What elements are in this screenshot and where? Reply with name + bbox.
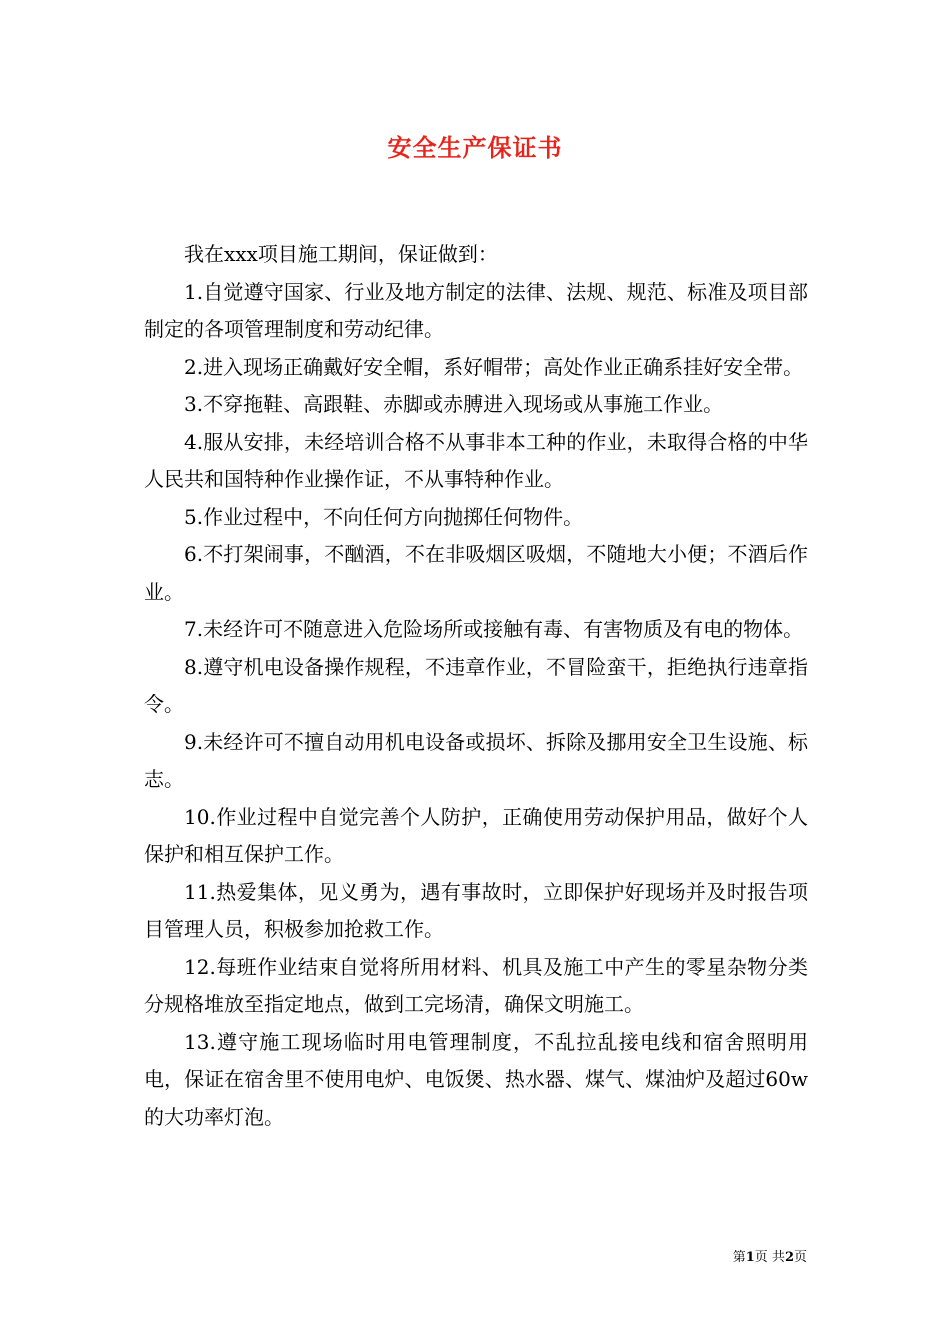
list-item: 13.遵守施工现场临时用电管理制度，不乱拉乱接电线和宿舍照明用电，保证在宿舍里不使用电炉、电饭煲、热水器、煤气、煤油炉及超过60w的大功率灯泡。: [144, 1029, 808, 1129]
current-page-number: 1: [745, 1250, 755, 1265]
footer-prefix: 第: [732, 1250, 746, 1265]
list-item: 2.进入现场正确戴好安全帽，系好帽带；高处作业正确系挂好安全带。: [184, 354, 804, 379]
page-number-footer: [733, 1246, 807, 1265]
list-item: 3.不穿拖鞋、高跟鞋、赤脚或赤膊进入现场或从事施工作业。: [184, 392, 724, 416]
list-item: 4.服从安排，未经培训合格不从事非本工种的作业，未取得合格的中华人民共和国特种作业操作证，不从事特种作业。: [144, 429, 808, 491]
list-item: 1.自觉遵守国家、行业及地方制定的法律、法规、规范、标准及项目部制定的各项管理制度和劳动纪律。: [144, 279, 808, 341]
footer-middle: 页 共: [754, 1250, 785, 1265]
footer-suffix: 页: [793, 1250, 807, 1265]
document-title: 安全生产保证书: [387, 133, 563, 162]
list-item: 6.不打架闹事，不酗酒，不在非吸烟区吸烟，不随地大小便；不酒后作业。: [144, 542, 808, 604]
list-item: 9.未经许可不擅自动用机电设备或损坏、拆除及挪用安全卫生设施、标志。: [144, 729, 808, 791]
list-item: 8.遵守机电设备操作规程，不违章作业，不冒险蛮干，拒绝执行违章指令。: [144, 654, 808, 716]
total-page-number: 2: [784, 1250, 794, 1265]
list-item: 7.未经许可不随意进入危险场所或接触有毒、有害物质及有电的物体。: [184, 617, 804, 641]
document-body: [144, 236, 808, 1136]
intro-paragraph: 我在xxx项目施工期间，保证做到：: [184, 242, 498, 266]
list-item: 12.每班作业结束自觉将所用材料、机具及施工中产生的零星杂物分类分规格堆放至指定地点，做到工完场清，确保文明施工。: [144, 954, 808, 1016]
list-item: 5.作业过程中，不向任何方向抛掷任何物件。: [184, 504, 584, 529]
list-item: 10.作业过程中自觉完善个人防护，正确使用劳动保护用品，做好个人保护和相互保护工作。: [144, 804, 808, 866]
list-item: 11.热爱集体，见义勇为，遇有事故时，立即保护好现场并及时报告项目管理人员，积极参加抢救工作。: [144, 879, 808, 941]
